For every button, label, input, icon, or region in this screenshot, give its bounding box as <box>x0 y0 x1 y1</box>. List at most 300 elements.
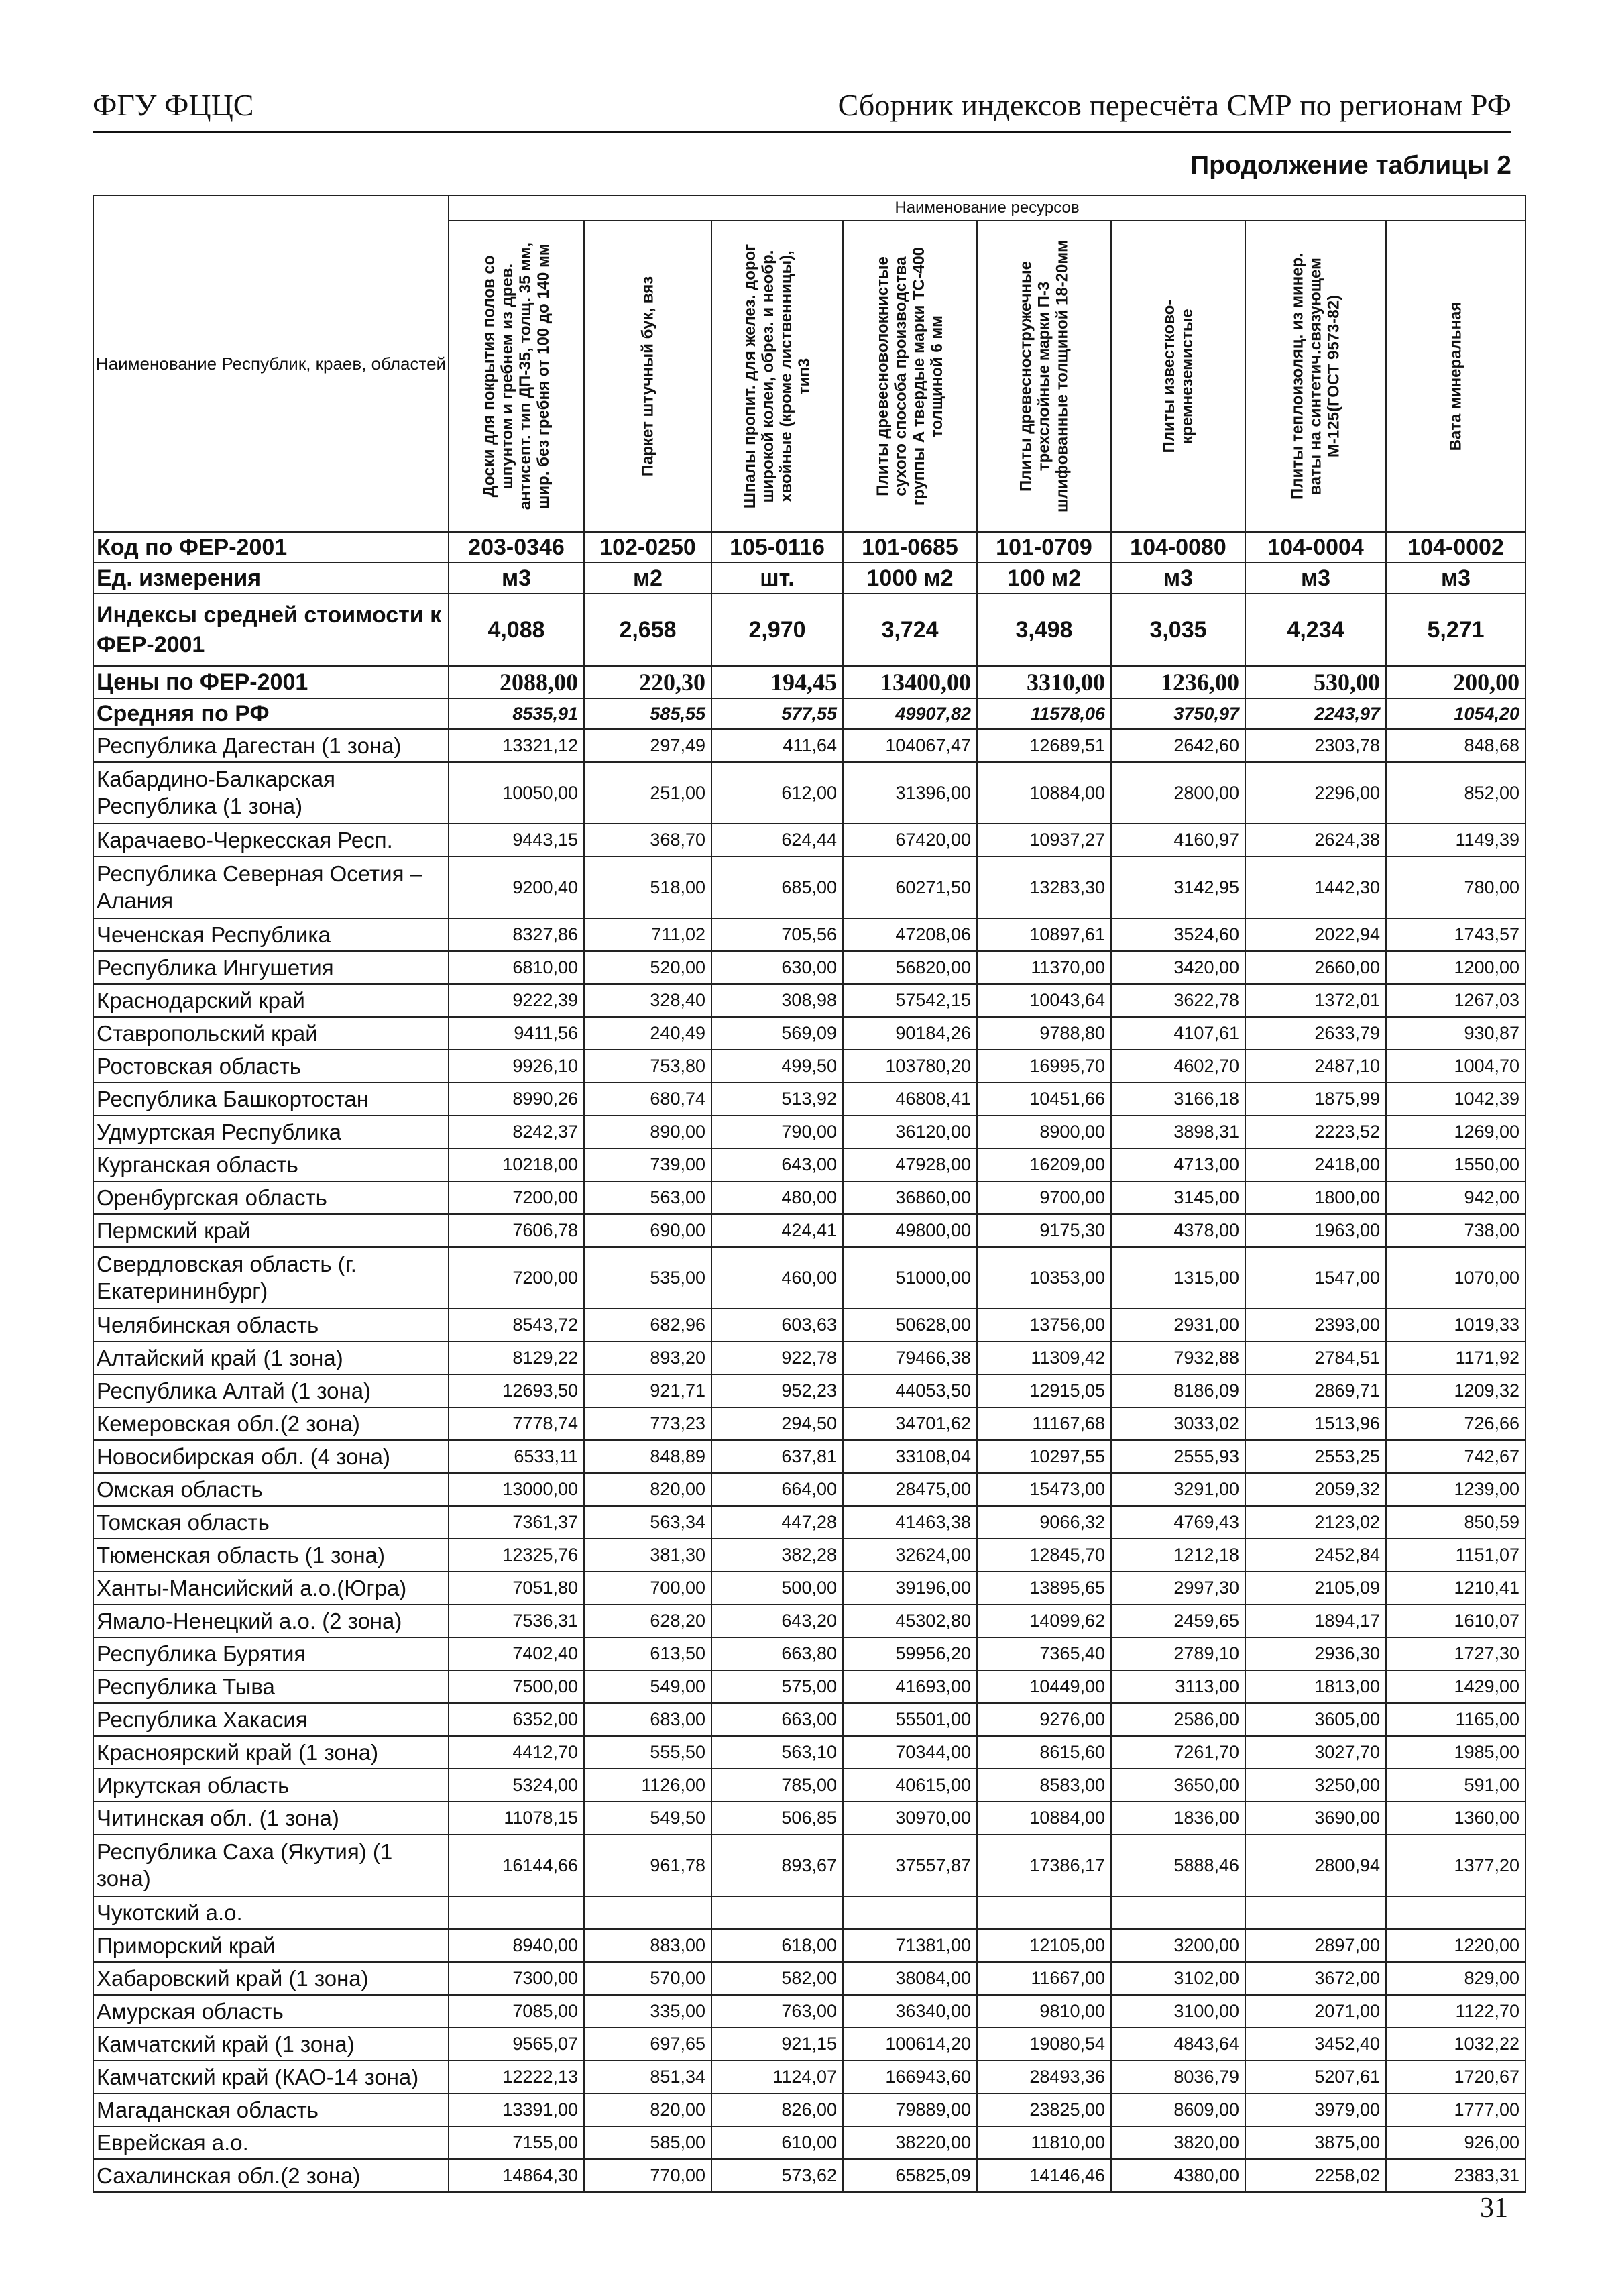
table-cell: 610,00 <box>711 2126 843 2159</box>
table-cell: 952,23 <box>711 1374 843 1407</box>
table-row <box>93 2028 1525 2061</box>
table-cell: 2452,84 <box>1245 1539 1386 1572</box>
table-cell: 1004,70 <box>1386 1050 1525 1083</box>
table-cell: 663,80 <box>711 1637 843 1670</box>
table-cell: 1149,39 <box>1386 824 1525 857</box>
table-cell: 1727,30 <box>1386 1637 1525 1670</box>
table-cell: 166943,60 <box>843 2061 977 2093</box>
table-cell: 251,00 <box>584 762 711 824</box>
table-cell: 3672,00 <box>1245 1962 1386 1995</box>
table-cell: 739,00 <box>584 1148 711 1181</box>
table-cell: 11167,68 <box>977 1407 1111 1440</box>
table-cell: 499,50 <box>711 1050 843 1083</box>
table-cell: 1042,39 <box>1386 1083 1525 1115</box>
table-cell: 3650,00 <box>1111 1769 1245 1802</box>
table-cell: 12325,76 <box>449 1539 584 1572</box>
table-cell: 3605,00 <box>1245 1703 1386 1736</box>
table-row <box>93 1214 1525 1247</box>
table-cell: 6352,00 <box>449 1703 584 1736</box>
table-cell: 2660,00 <box>1245 951 1386 984</box>
table-cell: 4380,00 <box>1111 2159 1245 2192</box>
table-cell: 9222,39 <box>449 984 584 1017</box>
table-row <box>93 1539 1525 1572</box>
table-cell: 297,49 <box>584 729 711 762</box>
region-name: Оренбургская область <box>93 1181 449 1214</box>
table-row <box>93 1929 1525 1962</box>
table-cell: 637,81 <box>711 1440 843 1473</box>
table-cell: 942,00 <box>1386 1181 1525 1214</box>
table-cell: 7402,40 <box>449 1637 584 1670</box>
table-cell: 59956,20 <box>843 1637 977 1670</box>
table-cell: 2022,94 <box>1245 918 1386 951</box>
table-cell: 36120,00 <box>843 1115 977 1148</box>
table-cell: 3145,00 <box>1111 1181 1245 1214</box>
table-cell: 1239,00 <box>1386 1473 1525 1506</box>
table-cell: 37557,87 <box>843 1835 977 1896</box>
table-cell: 23825,00 <box>977 2093 1111 2126</box>
table-cell: 13283,30 <box>977 857 1111 918</box>
table-cell: 14099,62 <box>977 1604 1111 1637</box>
table-cell: 2088,00 <box>449 666 584 698</box>
table-cell: 848,89 <box>584 1440 711 1473</box>
table-cell: 67420,00 <box>843 824 977 857</box>
region-name: Пермский край <box>93 1214 449 1247</box>
table-cell: 1236,00 <box>1111 666 1245 698</box>
table-cell: 3622,78 <box>1111 984 1245 1017</box>
table-row <box>93 1572 1525 1604</box>
table-row <box>93 2126 1525 2159</box>
table-cell: 563,34 <box>584 1506 711 1539</box>
table-cell: 2789,10 <box>1111 1637 1245 1670</box>
table-cell: 5,271 <box>1386 594 1525 666</box>
table-cell: 65825,09 <box>843 2159 977 2192</box>
table-cell: 8543,72 <box>449 1309 584 1342</box>
table-cell: 664,00 <box>711 1473 843 1506</box>
table-cell: 4,088 <box>449 594 584 666</box>
table-cell: 4412,70 <box>449 1736 584 1769</box>
row-label: Ед. измерения <box>93 563 449 594</box>
table-cell: 555,50 <box>584 1736 711 1769</box>
table-cell: 10043,64 <box>977 984 1111 1017</box>
table-cell: 926,00 <box>1386 2126 1525 2159</box>
table-cell: 7155,00 <box>449 2126 584 2159</box>
table-cell: 2223,52 <box>1245 1115 1386 1148</box>
table-cell: 612,00 <box>711 762 843 824</box>
table-cell: 10353,00 <box>977 1247 1111 1309</box>
region-name: Ямало-Ненецкий а.о. (2 зона) <box>93 1604 449 1637</box>
table-cell: 3310,00 <box>977 666 1111 698</box>
table-cell: 38220,00 <box>843 2126 977 2159</box>
table-cell: 711,02 <box>584 918 711 951</box>
table-cell: 3820,00 <box>1111 2126 1245 2159</box>
table-cell: м3 <box>1245 563 1386 594</box>
table-continuation-label: Продолжение таблицы 2 <box>1190 151 1511 180</box>
table-cell: 28475,00 <box>843 1473 977 1506</box>
region-name: Кабардино-Балкарская Республика (1 зона) <box>93 762 449 824</box>
table-cell: 7365,40 <box>977 1637 1111 1670</box>
resource-column-header-text: Доски для покрытия полов со шпунтом и гребнем из древ. антисепт. тип ДП-35, толщ. 35 мм, шир. без гребня от 100 до 140 мм <box>480 242 553 510</box>
table-cell: 460,00 <box>711 1247 843 1309</box>
table-cell: 2243,97 <box>1245 698 1386 729</box>
table-cell: 851,34 <box>584 2061 711 2093</box>
table-cell: 9700,00 <box>977 1181 1111 1214</box>
table-cell: 3291,00 <box>1111 1473 1245 1506</box>
region-name: Хабаровский край (1 зона) <box>93 1962 449 1995</box>
table-cell: 7536,31 <box>449 1604 584 1637</box>
table-cell: 4769,43 <box>1111 1506 1245 1539</box>
table-cell: 7300,00 <box>449 1962 584 1995</box>
table-cell: 55501,00 <box>843 1703 977 1736</box>
table-cell: 2105,09 <box>1245 1572 1386 1604</box>
table-cell: 101-0709 <box>977 532 1111 563</box>
unit-row <box>93 563 1525 594</box>
table-cell: 582,00 <box>711 1962 843 1995</box>
table-cell: 71381,00 <box>843 1929 977 1962</box>
table-cell: 47208,06 <box>843 918 977 951</box>
table-cell: 38084,00 <box>843 1962 977 1995</box>
table-cell: 100614,20 <box>843 2028 977 2061</box>
table-cell: 500,00 <box>711 1572 843 1604</box>
table-row <box>93 1896 1525 1929</box>
table-cell: 13000,00 <box>449 1473 584 1506</box>
table-cell: 44053,50 <box>843 1374 977 1407</box>
table-cell: 2936,30 <box>1245 1637 1386 1670</box>
table-cell: 2800,94 <box>1245 1835 1386 1896</box>
resource-column-header <box>584 221 711 532</box>
table-cell: 643,00 <box>711 1148 843 1181</box>
table-cell: 2,970 <box>711 594 843 666</box>
header-rule <box>93 131 1511 133</box>
table-row <box>93 2093 1525 2126</box>
table-cell: 1836,00 <box>1111 1802 1245 1835</box>
table-cell: 10218,00 <box>449 1148 584 1181</box>
table-cell: 12222,13 <box>449 2061 584 2093</box>
table-row <box>93 1148 1525 1181</box>
table-cell: 2258,02 <box>1245 2159 1386 2192</box>
table-cell: 194,45 <box>711 666 843 698</box>
table-cell: 411,64 <box>711 729 843 762</box>
table-cell: 4160,97 <box>1111 824 1245 857</box>
table-cell: 9066,32 <box>977 1506 1111 1539</box>
table-cell: 628,20 <box>584 1604 711 1637</box>
table-cell: 1315,00 <box>1111 1247 1245 1309</box>
table-cell: 8940,00 <box>449 1929 584 1962</box>
table-cell: 8615,60 <box>977 1736 1111 1769</box>
header-org: ФГУ ФЦЦС <box>93 88 254 122</box>
table-cell: 563,00 <box>584 1181 711 1214</box>
page-number: 31 <box>1480 2193 1508 2224</box>
table-cell: 36340,00 <box>843 1995 977 2028</box>
table-cell: 770,00 <box>584 2159 711 2192</box>
table-cell: 3102,00 <box>1111 1962 1245 1995</box>
table-cell: 530,00 <box>1245 666 1386 698</box>
table-cell: 850,59 <box>1386 1506 1525 1539</box>
table-cell: 4602,70 <box>1111 1050 1245 1083</box>
table-cell: 3100,00 <box>1111 1995 1245 2028</box>
table-cell: 32624,00 <box>843 1539 977 1572</box>
region-name: Кемеровская обл.(2 зона) <box>93 1407 449 1440</box>
table-cell: 2059,32 <box>1245 1473 1386 1506</box>
table-cell: 104067,47 <box>843 729 977 762</box>
price-row <box>93 666 1525 698</box>
table-cell: 30970,00 <box>843 1802 977 1835</box>
index-row <box>93 594 1525 666</box>
table-cell <box>584 1896 711 1929</box>
table-cell: 820,00 <box>584 1473 711 1506</box>
table-cell: 549,00 <box>584 1670 711 1703</box>
table-cell: 1743,57 <box>1386 918 1525 951</box>
table-cell: 2303,78 <box>1245 729 1386 762</box>
table-cell: 4713,00 <box>1111 1148 1245 1181</box>
table-cell: 738,00 <box>1386 1214 1525 1247</box>
table-cell: 1171,92 <box>1386 1342 1525 1374</box>
table-cell: 753,80 <box>584 1050 711 1083</box>
table-cell: 8129,22 <box>449 1342 584 1374</box>
table-cell: 9926,10 <box>449 1050 584 1083</box>
table-cell: 90184,26 <box>843 1017 977 1050</box>
table-cell: 240,49 <box>584 1017 711 1050</box>
table-cell: 10451,66 <box>977 1083 1111 1115</box>
table-cell: 575,00 <box>711 1670 843 1703</box>
table-cell: 1212,18 <box>1111 1539 1245 1572</box>
table-cell: 14146,46 <box>977 2159 1111 2192</box>
table-cell: 9175,30 <box>977 1214 1111 1247</box>
table-cell: 8990,26 <box>449 1083 584 1115</box>
table-cell: 1165,00 <box>1386 1703 1525 1736</box>
table-row <box>93 1995 1525 2028</box>
table-cell: 60271,50 <box>843 857 977 918</box>
table-cell: 883,00 <box>584 1929 711 1962</box>
table-row <box>93 1473 1525 1506</box>
table-row <box>93 1604 1525 1637</box>
table-cell: 852,00 <box>1386 762 1525 824</box>
table-cell: 690,00 <box>584 1214 711 1247</box>
table-cell: 50628,00 <box>843 1309 977 1342</box>
region-name: Республика Тыва <box>93 1670 449 1703</box>
table-cell: 1985,00 <box>1386 1736 1525 1769</box>
table-cell: 569,09 <box>711 1017 843 1050</box>
table-cell: 49907,82 <box>843 698 977 729</box>
table-cell: 2296,00 <box>1245 762 1386 824</box>
table-cell: 705,56 <box>711 918 843 951</box>
table-cell: 7200,00 <box>449 1181 584 1214</box>
table-row <box>93 984 1525 1017</box>
table-cell: м3 <box>449 563 584 594</box>
table-cell: 2784,51 <box>1245 1342 1386 1374</box>
table-cell: 6533,11 <box>449 1440 584 1473</box>
table-cell: 447,28 <box>711 1506 843 1539</box>
table-cell: 45302,80 <box>843 1604 977 1637</box>
region-name: Свердловская область (г. Екатерининбург) <box>93 1247 449 1309</box>
region-name: Чукотский а.о. <box>93 1896 449 1929</box>
table-cell: 13756,00 <box>977 1309 1111 1342</box>
table-row <box>93 951 1525 984</box>
table-cell: 10297,55 <box>977 1440 1111 1473</box>
table-cell: 585,55 <box>584 698 711 729</box>
table-cell: 13400,00 <box>843 666 977 698</box>
table-cell: 1122,70 <box>1386 1995 1525 2028</box>
table-cell: 2633,79 <box>1245 1017 1386 1050</box>
table-cell: 11810,00 <box>977 2126 1111 2159</box>
table-cell: 8327,86 <box>449 918 584 951</box>
table-row <box>93 1181 1525 1214</box>
table-cell: 12689,51 <box>977 729 1111 762</box>
region-name: Республика Алтай (1 зона) <box>93 1374 449 1407</box>
table-row <box>93 1802 1525 1835</box>
table-cell: 2642,60 <box>1111 729 1245 762</box>
table-cell: 7200,00 <box>449 1247 584 1309</box>
table-cell: 2931,00 <box>1111 1309 1245 1342</box>
table-cell <box>843 1896 977 1929</box>
table-cell <box>977 1896 1111 1929</box>
table-cell: м3 <box>1386 563 1525 594</box>
table-cell: 5207,61 <box>1245 2061 1386 2093</box>
resource-column-header <box>1111 221 1245 532</box>
table-row <box>93 1736 1525 1769</box>
table-cell: 368,70 <box>584 824 711 857</box>
region-name: Красноярский край (1 зона) <box>93 1736 449 1769</box>
table-cell: 7361,37 <box>449 1506 584 1539</box>
table-row <box>93 1247 1525 1309</box>
table-cell: 3,035 <box>1111 594 1245 666</box>
table-cell: 16995,70 <box>977 1050 1111 1083</box>
table-cell: 1019,33 <box>1386 1309 1525 1342</box>
table-cell: 11578,06 <box>977 698 1111 729</box>
table-cell: 826,00 <box>711 2093 843 2126</box>
table-cell: 520,00 <box>584 951 711 984</box>
table-cell <box>1111 1896 1245 1929</box>
table-cell: 102-0250 <box>584 532 711 563</box>
table-cell: 7606,78 <box>449 1214 584 1247</box>
table-cell: 9200,40 <box>449 857 584 918</box>
table-cell: 4843,64 <box>1111 2028 1245 2061</box>
table-cell: 3524,60 <box>1111 918 1245 951</box>
table-cell: 3250,00 <box>1245 1769 1386 1802</box>
table-cell: 16144,66 <box>449 1835 584 1896</box>
table-cell: 563,10 <box>711 1736 843 1769</box>
region-name: Еврейская а.о. <box>93 2126 449 2159</box>
table-cell: 618,00 <box>711 1929 843 1962</box>
table-cell: 3,724 <box>843 594 977 666</box>
resource-column-header <box>843 221 977 532</box>
region-name: Краснодарский край <box>93 984 449 1017</box>
table-row <box>93 1769 1525 1802</box>
average-row <box>93 698 1525 729</box>
table-cell: 10884,00 <box>977 1802 1111 1835</box>
table-cell: 591,00 <box>1386 1769 1525 1802</box>
table-cell: 3875,00 <box>1245 2126 1386 2159</box>
region-name: Республика Бурятия <box>93 1637 449 1670</box>
table-cell: 1267,03 <box>1386 984 1525 1017</box>
table-cell: 308,98 <box>711 984 843 1017</box>
table-cell: 16209,00 <box>977 1148 1111 1181</box>
table-cell: 12845,70 <box>977 1539 1111 1572</box>
table-cell: 2071,00 <box>1245 1995 1386 2028</box>
table-cell: 2418,00 <box>1245 1148 1386 1181</box>
table-cell: 573,62 <box>711 2159 843 2192</box>
table-cell: 2383,31 <box>1386 2159 1525 2192</box>
region-name: Челябинская область <box>93 1309 449 1342</box>
table-cell: 1372,01 <box>1245 984 1386 1017</box>
table-cell: 4378,00 <box>1111 1214 1245 1247</box>
table-cell <box>711 1896 843 1929</box>
table-cell: 535,00 <box>584 1247 711 1309</box>
table-cell: 1209,32 <box>1386 1374 1525 1407</box>
table-cell: 1777,00 <box>1386 2093 1525 2126</box>
table-cell: 1070,00 <box>1386 1247 1525 1309</box>
table-cell: 11078,15 <box>449 1802 584 1835</box>
region-name: Сахалинская обл.(2 зона) <box>93 2159 449 2192</box>
region-name: Амурская область <box>93 1995 449 2028</box>
table-cell: 829,00 <box>1386 1962 1525 1995</box>
table-cell: 585,00 <box>584 2126 711 2159</box>
table-row <box>93 762 1525 824</box>
table-cell: 8036,79 <box>1111 2061 1245 2093</box>
region-name: Тюменская область (1 зона) <box>93 1539 449 1572</box>
table-cell: 3420,00 <box>1111 951 1245 984</box>
table-cell: 785,00 <box>711 1769 843 1802</box>
table-row <box>93 1115 1525 1148</box>
table-cell: 15473,00 <box>977 1473 1111 1506</box>
table-row <box>93 1670 1525 1703</box>
table-cell: 294,50 <box>711 1407 843 1440</box>
table-cell: 790,00 <box>711 1115 843 1148</box>
table-cell: 922,78 <box>711 1342 843 1374</box>
table-cell: 1442,30 <box>1245 857 1386 918</box>
table-cell: 3690,00 <box>1245 1802 1386 1835</box>
table-cell: 1800,00 <box>1245 1181 1386 1214</box>
resource-column-header <box>1245 221 1386 532</box>
region-name: Приморский край <box>93 1929 449 1962</box>
table-cell: 8242,37 <box>449 1115 584 1148</box>
table-cell: 2553,25 <box>1245 1440 1386 1473</box>
table-cell: 19080,54 <box>977 2028 1111 2061</box>
table-cell: 3166,18 <box>1111 1083 1245 1115</box>
table-row <box>93 1440 1525 1473</box>
region-name: Читинская обл. (1 зона) <box>93 1802 449 1835</box>
table-cell: 1126,00 <box>584 1769 711 1802</box>
table-cell: 921,15 <box>711 2028 843 2061</box>
table-cell: 1269,00 <box>1386 1115 1525 1148</box>
table-cell: 1000 м2 <box>843 563 977 594</box>
table-row <box>93 1703 1525 1736</box>
table-cell: 742,67 <box>1386 1440 1525 1473</box>
table-cell: 79889,00 <box>843 2093 977 2126</box>
table-cell: 34701,62 <box>843 1407 977 1440</box>
region-name: Ростовская область <box>93 1050 449 1083</box>
table-cell: 3898,31 <box>1111 1115 1245 1148</box>
region-name: Камчатский край (КАО-14 зона) <box>93 2061 449 2093</box>
region-name: Удмуртская Республика <box>93 1115 449 1148</box>
row-label: Средняя по РФ <box>93 698 449 729</box>
table-cell: 47928,00 <box>843 1148 977 1181</box>
table-cell: 104-0002 <box>1386 532 1525 563</box>
region-name: Республика Дагестан (1 зона) <box>93 729 449 762</box>
region-name: Республика Башкортостан <box>93 1083 449 1115</box>
table-cell: 11370,00 <box>977 951 1111 984</box>
table-row <box>93 857 1525 918</box>
table-cell: 577,55 <box>711 698 843 729</box>
table-cell: 780,00 <box>1386 857 1525 918</box>
table-cell: 643,20 <box>711 1604 843 1637</box>
table-cell: 961,78 <box>584 1835 711 1896</box>
region-name: Республика Ингушетия <box>93 951 449 984</box>
region-name: Новосибирская обл. (4 зона) <box>93 1440 449 1473</box>
table-cell: 9810,00 <box>977 1995 1111 2028</box>
table-cell: 3750,97 <box>1111 698 1245 729</box>
table-row <box>93 1309 1525 1342</box>
table-cell: 11309,42 <box>977 1342 1111 1374</box>
